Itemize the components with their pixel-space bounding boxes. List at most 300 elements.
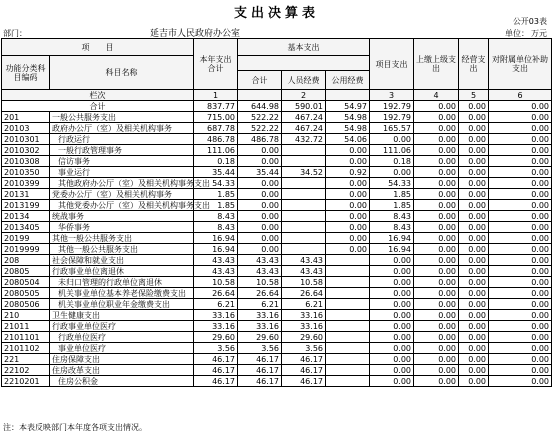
col-num-3: 3 [370,90,414,101]
header-subsidy: 对附属单位补助支出 [489,39,552,90]
row-value: 6.21 [194,299,238,310]
row-value: 54.33 [194,178,238,189]
row-value: 0.00 [414,365,459,376]
table-row [2,288,552,299]
total-value: 590.01 [282,101,326,112]
row-value: 0.00 [370,288,414,299]
row-value: 1.85 [194,200,238,211]
row-value [282,233,326,244]
row-value [326,354,370,365]
row-value: 0.00 [489,321,552,332]
row-code: 22102 [2,365,50,376]
row-value: 46.17 [194,365,238,376]
row-value [326,343,370,354]
row-value: 43.43 [282,266,326,277]
total-value: 192.79 [370,101,414,112]
row-value: 46.17 [282,365,326,376]
row-value: 0.00 [489,211,552,222]
row-value: 0.00 [459,321,489,332]
row-value: 6.21 [238,299,282,310]
row-value: 0.00 [238,189,282,200]
row-value: 6.21 [282,299,326,310]
row-name: 事业单位医疗 [50,343,194,354]
department-name: 延吉市人民政府办公室 [150,29,241,39]
row-value: 0.00 [414,255,459,266]
row-code: 20103 [2,123,50,134]
row-value: 0.00 [414,156,459,167]
row-value: 0.00 [459,354,489,365]
row-value: 0.00 [414,299,459,310]
header-current-total: 本年支出合计 [194,39,238,90]
row-value: 0.18 [370,156,414,167]
row-value: 0.00 [459,376,489,387]
row-value: 54.98 [326,123,370,134]
row-value: 26.64 [282,288,326,299]
row-value: 0.00 [414,266,459,277]
row-value [326,277,370,288]
row-value: 0.00 [238,233,282,244]
table-row [2,145,552,156]
total-value: 0.00 [489,101,552,112]
table-row [2,310,552,321]
col-num-2a [238,90,282,101]
row-code: 2101102 [2,343,50,354]
row-value [282,211,326,222]
total-value: 54.97 [326,101,370,112]
row-value [326,332,370,343]
row-name: 住房公积金 [50,376,194,387]
row-value: 0.00 [414,343,459,354]
row-name: 住房改革支出 [50,365,194,376]
row-value: 1.85 [370,189,414,200]
row-value [282,189,326,200]
row-value: 0.00 [414,211,459,222]
row-value: 0.00 [370,332,414,343]
row-code: 20131 [2,189,50,200]
row-value [282,222,326,233]
row-value: 0.00 [326,178,370,189]
row-value: 0.00 [489,233,552,244]
row-value: 16.94 [370,233,414,244]
header-basic: 基本支出 [238,39,370,56]
row-value: 0.00 [489,365,552,376]
row-value: 0.00 [414,167,459,178]
row-name: 其他政府办公厅（室）及相关机构事务支出 [50,178,194,189]
row-value: 0.00 [459,277,489,288]
header-col-no: 栏次 [2,90,194,101]
row-value: 0.00 [370,321,414,332]
table-row [2,222,552,233]
table-row [2,266,552,277]
row-value: 522.22 [238,123,282,134]
row-value: 0.00 [238,178,282,189]
table-row [2,123,552,134]
row-value: 486.78 [194,134,238,145]
row-code: 20805 [2,266,50,277]
row-value [282,178,326,189]
row-value: 0.00 [489,178,552,189]
col-num-2: 2 [282,90,326,101]
row-value: 35.44 [194,167,238,178]
row-value: 0.00 [489,343,552,354]
row-value: 0.00 [459,310,489,321]
row-value: 165.57 [370,123,414,134]
row-value: 16.94 [194,233,238,244]
row-value: 0.00 [489,200,552,211]
row-value: 0.00 [459,233,489,244]
row-value: 687.78 [194,123,238,134]
table-row [2,299,552,310]
row-value: 26.64 [194,288,238,299]
row-value: 0.00 [326,211,370,222]
table-row [2,200,552,211]
row-value: 0.00 [238,222,282,233]
row-value: 0.00 [326,244,370,255]
row-value: 0.00 [459,134,489,145]
row-value: 0.00 [459,332,489,343]
total-row [2,101,552,112]
row-value: 715.00 [194,112,238,123]
row-value [282,244,326,255]
row-code: 2010308 [2,156,50,167]
table-row [2,321,552,332]
row-value: 43.43 [238,266,282,277]
row-value: 8.43 [194,222,238,233]
row-value: 29.60 [194,332,238,343]
row-code: 2019999 [2,244,50,255]
row-value: 3.56 [194,343,238,354]
row-name: 华侨事务 [50,222,194,233]
row-code: 21011 [2,321,50,332]
row-value: 43.43 [194,255,238,266]
row-name: 信访事务 [50,156,194,167]
row-value: 43.43 [194,266,238,277]
header-remit: 上缴上级支出 [414,39,459,90]
row-value: 26.64 [238,288,282,299]
row-value: 43.43 [238,255,282,266]
row-value: 0.00 [489,277,552,288]
row-code: 20199 [2,233,50,244]
row-name: 机关事业单位职业年金缴费支出 [50,299,194,310]
row-value: 0.18 [194,156,238,167]
row-value: 1.85 [194,189,238,200]
row-value: 0.00 [459,156,489,167]
table-row [2,354,552,365]
row-value: 0.00 [414,244,459,255]
row-value: 34.52 [282,167,326,178]
row-value: 0.00 [414,321,459,332]
table-row [2,134,552,145]
row-value: 467.24 [282,112,326,123]
row-value [326,255,370,266]
row-value: 0.00 [459,255,489,266]
row-value: 0.00 [326,156,370,167]
row-value: 46.17 [282,376,326,387]
expenditure-table [1,38,552,387]
row-value: 0.00 [489,266,552,277]
row-value: 33.16 [282,310,326,321]
form-number: 公开03表 [512,17,547,26]
table-row [2,233,552,244]
row-value: 0.00 [370,354,414,365]
row-value: 0.00 [238,145,282,156]
row-value: 43.43 [282,255,326,266]
row-code: 2210201 [2,376,50,387]
table-row [2,211,552,222]
row-value: 0.00 [459,178,489,189]
row-name: 行政运行 [50,134,194,145]
row-code: 2080506 [2,299,50,310]
row-value: 46.17 [238,354,282,365]
row-value: 0.00 [326,200,370,211]
header-func-code: 功能分类科目编码 [2,56,50,90]
header-basic-total: 合计 [238,71,282,90]
report-title: 支出决算表 [233,6,319,21]
row-value: 0.00 [459,123,489,134]
row-value: 0.00 [489,310,552,321]
row-value: 0.00 [370,167,414,178]
row-value: 0.00 [326,145,370,156]
row-value: 1.85 [370,200,414,211]
row-value: 0.00 [489,299,552,310]
row-value: 10.58 [282,277,326,288]
row-value: 0.00 [370,134,414,145]
table-row [2,343,552,354]
row-value: 0.00 [489,222,552,233]
table-row [2,376,552,387]
row-value: 33.16 [238,321,282,332]
row-value: 54.06 [326,134,370,145]
row-value: 16.94 [370,244,414,255]
row-value: 0.00 [489,112,552,123]
col-num-5: 5 [459,90,489,101]
table-row [2,365,552,376]
row-value: 0.00 [414,145,459,156]
row-value: 0.00 [489,288,552,299]
table-row [2,255,552,266]
row-value: 16.94 [194,244,238,255]
row-value: 46.17 [194,376,238,387]
table-row [2,277,552,288]
col-num-1: 1 [194,90,238,101]
row-value [326,321,370,332]
row-value [326,365,370,376]
col-num-2c [326,90,370,101]
row-name: 机关事业单位基本养老保险缴费支出 [50,288,194,299]
header-personnel: 人员经费 [282,71,326,90]
row-value: 54.98 [326,112,370,123]
row-value: 486.78 [238,134,282,145]
row-value: 0.00 [370,376,414,387]
row-value: 0.00 [459,145,489,156]
row-value: 0.00 [238,156,282,167]
row-value: 0.00 [459,189,489,200]
row-value: 0.00 [459,266,489,277]
row-value: 0.00 [489,332,552,343]
row-value: 0.00 [414,332,459,343]
row-name: 其他党委办公厅（室）及相关机构事务支出 [50,200,194,211]
row-value: 0.00 [414,222,459,233]
row-value [326,310,370,321]
row-value: 33.16 [194,321,238,332]
row-value: 0.00 [370,277,414,288]
row-value: 0.00 [414,310,459,321]
row-code: 210 [2,310,50,321]
row-name: 一般公共服务支出 [50,112,194,123]
row-value: 0.00 [459,299,489,310]
row-value: 0.00 [489,145,552,156]
row-value: 33.16 [194,310,238,321]
row-value: 0.00 [414,189,459,200]
row-value: 29.60 [282,332,326,343]
row-code: 2013405 [2,222,50,233]
total-value: 0.00 [414,101,459,112]
table-row [2,332,552,343]
row-code: 2010399 [2,178,50,189]
row-value: 0.00 [414,376,459,387]
row-value: 3.56 [238,343,282,354]
unit-label: 单位： [505,29,529,38]
row-value: 54.33 [370,178,414,189]
row-name: 党委办公厅（室）及相关机构事务 [50,189,194,200]
total-label: 合计 [2,101,194,112]
total-value: 0.00 [459,101,489,112]
row-value: 0.00 [489,167,552,178]
row-value: 0.00 [459,167,489,178]
row-value: 0.00 [459,365,489,376]
row-value: 0.00 [326,233,370,244]
row-value: 0.00 [414,277,459,288]
row-value: 0.00 [489,244,552,255]
table-row [2,178,552,189]
row-value: 0.00 [489,354,552,365]
row-value: 0.00 [459,288,489,299]
row-code: 2080504 [2,277,50,288]
row-value: 0.00 [370,266,414,277]
table-row [2,112,552,123]
unit-value: 万元 [531,29,547,38]
row-value [282,156,326,167]
total-value: 644.98 [238,101,282,112]
row-name: 行政事业单位医疗 [50,321,194,332]
row-code: 20134 [2,211,50,222]
row-value [326,376,370,387]
table-row [2,244,552,255]
row-value: 46.17 [282,354,326,365]
row-value: 8.43 [194,211,238,222]
row-value: 0.00 [414,178,459,189]
header-public: 公用经费 [326,71,370,90]
row-value: 35.44 [238,167,282,178]
row-value: 0.00 [489,123,552,134]
row-value: 467.24 [282,123,326,134]
footnote: 注：本表反映部门本年度各项支出情况。 [3,423,147,432]
row-value: 33.16 [282,321,326,332]
row-value: 8.43 [370,211,414,222]
row-code: 201 [2,112,50,123]
row-name: 未归口管理的行政单位离退休 [50,277,194,288]
row-value: 0.00 [414,123,459,134]
row-value: 0.00 [414,200,459,211]
row-name: 事业运行 [50,167,194,178]
row-name: 住房保障支出 [50,354,194,365]
row-value: 10.58 [194,277,238,288]
row-code: 208 [2,255,50,266]
row-value: 8.43 [370,222,414,233]
table-row [2,156,552,167]
row-name: 行政事业单位离退休 [50,266,194,277]
row-name: 行政单位医疗 [50,332,194,343]
row-value: 0.00 [414,233,459,244]
row-value: 0.00 [414,112,459,123]
row-value: 192.79 [370,112,414,123]
department-label: 部门： [3,29,27,38]
row-code: 2010302 [2,145,50,156]
row-value: 0.00 [459,200,489,211]
row-code: 2010350 [2,167,50,178]
row-value: 0.00 [459,222,489,233]
table-row [2,189,552,200]
row-value: 0.00 [489,255,552,266]
row-name: 一般行政管理事务 [50,145,194,156]
row-value [282,200,326,211]
row-value: 29.60 [238,332,282,343]
row-value: 0.00 [459,343,489,354]
row-value: 3.56 [282,343,326,354]
row-value: 0.00 [238,200,282,211]
row-value: 432.72 [282,134,326,145]
row-name: 统战事务 [50,211,194,222]
header-item: 项 目 [2,39,194,56]
row-value: 0.00 [414,134,459,145]
header-subject-name: 科目名称 [50,56,194,90]
row-value [326,299,370,310]
row-name: 社会保障和就业支出 [50,255,194,266]
row-value: 0.00 [489,134,552,145]
col-num-4: 4 [414,90,459,101]
row-value [326,288,370,299]
row-value: 522.22 [238,112,282,123]
row-value: 0.00 [459,112,489,123]
row-value [326,266,370,277]
row-name: 其他一般公共服务支出 [50,233,194,244]
row-code: 2013199 [2,200,50,211]
row-value: 0.00 [370,255,414,266]
row-value: 111.06 [194,145,238,156]
row-name: 政府办公厅（室）及相关机构事务 [50,123,194,134]
row-value [282,145,326,156]
row-code: 221 [2,354,50,365]
table-header [2,39,552,101]
row-value: 0.00 [459,211,489,222]
row-value: 0.00 [459,244,489,255]
col-num-6: 6 [489,90,552,101]
row-value: 0.00 [370,310,414,321]
row-code: 2010301 [2,134,50,145]
row-value: 0.92 [326,167,370,178]
header-basic-spacer [238,56,370,71]
header-operating: 经营支出 [459,39,489,90]
row-value: 0.00 [370,365,414,376]
row-value: 0.00 [238,211,282,222]
row-value: 0.00 [370,343,414,354]
table-row [2,167,552,178]
row-value: 0.00 [414,288,459,299]
total-value: 837.77 [194,101,238,112]
row-value: 0.00 [238,244,282,255]
row-code: 2080505 [2,288,50,299]
row-value: 10.58 [238,277,282,288]
